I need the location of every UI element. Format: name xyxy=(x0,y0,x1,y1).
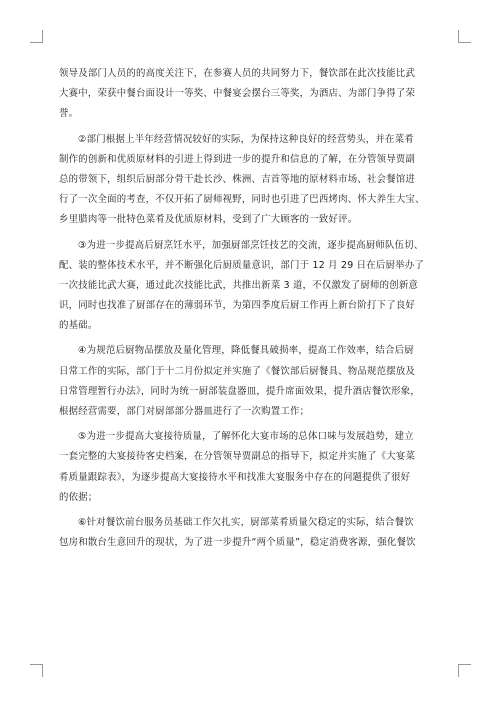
text-line: 根据经营需要，部门对厨部部分器皿进行了一次购置工作； xyxy=(59,406,310,417)
text-line: ②部门根据上半年经营情况较好的实际，为保持这种良好的经营势头，并在菜肴 xyxy=(78,133,414,145)
text-line: ④为规范后厨物品摆放及量化管理，降低餐具破损率，提高工作效率，结合后厨 xyxy=(78,345,414,357)
crop-mark-top-left xyxy=(30,30,43,43)
text-line: 誉。 xyxy=(59,108,79,120)
text-line: 的基础。 xyxy=(59,320,98,332)
text-line: 配、装的整体技术水平，并不断强化后厨质量意识，部门于 12 月 29 日在后厨举办了 xyxy=(59,259,425,271)
text-line: 一次技能比武大赛，通过此次技能比武，共推出新菜 3 道，不仅激发了厨师的创新意 xyxy=(59,279,419,291)
crop-mark-bottom-right xyxy=(458,664,471,677)
text-line: 日常管理暂行办法》，同时为统一厨部装盘器皿，提升席面效果，提升酒店餐饮形象， xyxy=(59,385,421,397)
text-line: 乡里腊肉等一批特色菜肴及优质原材料，受到了广大顾客的一致好评。 xyxy=(59,214,358,226)
crop-mark-top-right xyxy=(458,30,471,43)
text-line: 肴质量跟踪表》，为逐步提高大宴接待水平和找准大宴服务中存在的问题提供了很好 xyxy=(59,471,411,483)
text-line: 总的带领下，组织后厨部分骨干赴长沙、株洲、吉首等地的原材料市场、社会餐馆进 xyxy=(59,173,416,185)
crop-mark-bottom-left xyxy=(30,664,43,677)
text-line: 一套完整的大宴接待客史档案，在分管领导贾副总的指导下，拟定并实施了《大宴菜 xyxy=(59,451,416,463)
text-line: 制作的创新和优质原材料的引进上得到进一步的提升和信息的了解，在分管领导贾副 xyxy=(59,153,416,165)
text-line: ⑤为进一步提高大宴接待质量，了解怀化大宴市场的总体口味与发展趋势，建立 xyxy=(78,431,414,443)
text-line: 大赛中，荣获中餐台面设计一等奖、中餐宴会摆台三等奖，为酒店、为部门争得了荣 xyxy=(59,88,416,100)
text-line: 包房和散台生意回升的现状，为了进一步提升“两个质量”，稳定消费客源，强化餐饮 xyxy=(59,537,416,549)
text-line: ③为进一步提高后厨烹饪水平，加强厨部烹饪技艺的交流，逐步提高厨师队伍切、 xyxy=(78,239,424,251)
text-line: 行了一次全面的考查，不仅开拓了厨师视野，同时也引进了巴西烤肉、怀大养生大宝、 xyxy=(59,194,425,206)
text-line: 识，同时也找准了厨部存在的薄弱环节，为第四季度后厨工作再上新台阶打下了良好 xyxy=(59,300,416,312)
text-line: 领导及部门人员的的高度关注下，在参赛人员的共同努力下，餐饮部在此次技能比武 xyxy=(59,68,416,79)
text-line: ⑥针对餐饮前台服务员基础工作欠扎实，厨部菜肴质量欠稳定的实际，结合餐饮 xyxy=(78,516,414,528)
document-body xyxy=(59,64,441,553)
text-line: 日常工作的实际，部门于十二月份拟定并实施了《餐饮部后厨餐具、物品规范摆放及 xyxy=(59,365,416,377)
text-line: 的依据； xyxy=(59,491,98,503)
